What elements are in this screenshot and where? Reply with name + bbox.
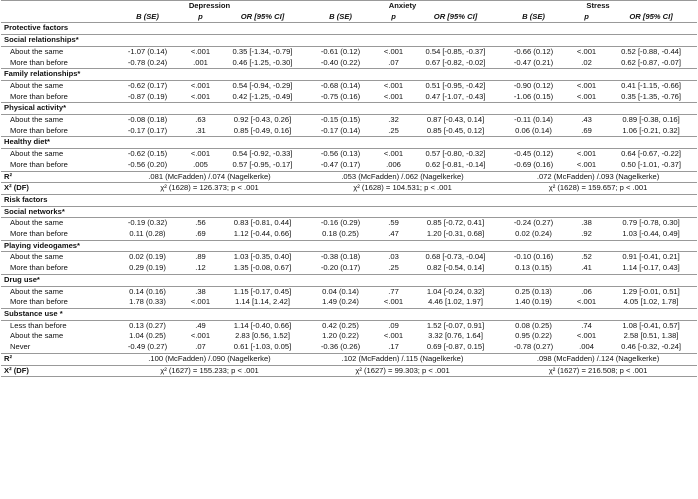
block-title-row (1, 35, 697, 47)
cell-value: .59 (388, 218, 399, 228)
column-header: p (198, 11, 203, 21)
cell-value: <.001 (190, 91, 211, 101)
row-label: About the same (10, 286, 64, 296)
row-label: About the same (10, 115, 64, 125)
r2-label: R² (4, 353, 13, 363)
row-label: More than before (10, 263, 68, 273)
cell-value: -0.40 (0.22) (320, 57, 361, 67)
header-groups-row (1, 1, 697, 12)
cell-value: .41 (581, 263, 592, 273)
cell-value: .38 (195, 286, 206, 296)
cell-value: -0.68 (0.14) (320, 80, 361, 90)
cell-value: -0.56 (0.20) (127, 159, 168, 169)
row-label: About the same (10, 218, 64, 228)
row-label: Less than before (10, 320, 67, 330)
table-row (1, 46, 697, 57)
cell-value: 1.03 [-0.44, 0.49] (622, 229, 680, 239)
cell-value: -0.24 (0.27) (513, 218, 554, 228)
cell-value: 1.14 [1.14, 2.42] (235, 297, 290, 307)
cell-value: 0.79 [-0.78, 0.30] (622, 218, 680, 228)
chi-value: χ² (1627) = 155.233; p < .001 (160, 365, 259, 375)
cell-value: <.001 (190, 46, 211, 56)
cell-value: -0.45 (0.12) (513, 149, 554, 159)
results-table (1, 0, 697, 377)
cell-value: 1.35 [-0.08, 0.67] (233, 263, 292, 273)
cell-value: .32 (388, 115, 399, 125)
cell-value: -0.47 (0.17) (320, 159, 361, 169)
block-title: Substance use * (4, 308, 63, 318)
table-body (1, 1, 697, 377)
row-label: More than before (10, 229, 68, 239)
cell-value: -1.06 (0.15) (513, 91, 554, 101)
cell-value: .74 (581, 320, 592, 330)
cell-value: 1.20 (0.22) (322, 331, 359, 341)
section-row (1, 194, 697, 206)
cell-value: 1.08 [-0.41, 0.57] (622, 320, 680, 330)
r2-row (1, 171, 697, 183)
column-header: p (584, 11, 589, 21)
cell-value: -0.62 (0.15) (127, 149, 168, 159)
cell-value: 2.58 [0.51, 1.38] (623, 331, 679, 341)
cell-value: -0.62 (0.17) (127, 80, 168, 90)
cell-value: 0.85 [-0.72, 0.41] (426, 218, 485, 228)
row-label: More than before (10, 297, 68, 307)
table-row (1, 115, 697, 126)
cell-value: 0.51 [-0.95, -0.42] (425, 80, 486, 90)
r2-value: .081 (McFadden) /.074 (Nagelkerke) (148, 171, 271, 181)
section-title: Protective factors (4, 23, 69, 33)
cell-value: <.001 (576, 91, 597, 101)
cell-value: <.001 (190, 297, 211, 307)
cell-value: 0.50 [-1.01, -0.37] (621, 159, 682, 169)
block-title-row (1, 206, 697, 218)
r2-row (1, 353, 697, 365)
cell-value: .02 (581, 57, 592, 67)
row-label: About the same (10, 80, 64, 90)
cell-value: .49 (195, 320, 206, 330)
header-sub-row (1, 12, 697, 23)
column-header: B (SE) (329, 11, 352, 21)
cell-value: 0.85 [-0.49, 0.16] (233, 125, 292, 135)
cell-value: .56 (195, 218, 206, 228)
r2-value: .053 (McFadden) /.062 (Nagelkerke) (341, 171, 464, 181)
cell-value: 0.02 (0.19) (129, 252, 166, 262)
cell-value: .47 (388, 229, 399, 239)
cell-value: .92 (581, 229, 592, 239)
cell-value: 1.04 [-0.24, 0.32] (426, 286, 485, 296)
cell-value: <.001 (383, 91, 404, 101)
cell-value: <.001 (383, 149, 404, 159)
cell-value: 1.49 (0.24) (322, 297, 359, 307)
column-header: OR [95% CI] (629, 11, 673, 21)
cell-value: .25 (388, 263, 399, 273)
cell-value: 0.13 (0.15) (515, 263, 552, 273)
cell-value: .006 (386, 159, 401, 169)
block-title-row (1, 69, 697, 81)
cell-value: -0.38 (0.18) (320, 252, 361, 262)
cell-value: -0.15 (0.15) (320, 115, 361, 125)
row-label: More than before (10, 159, 68, 169)
cell-value: .52 (581, 252, 592, 262)
block-title: Social networks* (4, 206, 65, 216)
cell-value: .38 (581, 218, 592, 228)
cell-value: 1.06 [-0.21, 0.32] (622, 125, 680, 135)
cell-value: .69 (581, 125, 592, 135)
column-header: p (391, 11, 396, 21)
table-row (1, 286, 697, 297)
block-title: Healthy diet* (4, 137, 50, 147)
chi-value: χ² (1628) = 126.373; p < .001 (160, 183, 259, 193)
cell-value: -0.19 (0.32) (127, 218, 168, 228)
cell-value: 0.46 [-1.25, -0.30] (232, 57, 293, 67)
chi-row (1, 183, 697, 195)
cell-value: .005 (193, 159, 208, 169)
cell-value: 4.05 [1.02, 1.78] (623, 297, 679, 307)
cell-value: .77 (388, 286, 399, 296)
chi-value: χ² (1627) = 216.508; p < .001 (548, 365, 648, 375)
chi-value: χ² (1628) = 104.531; p < .001 (353, 183, 452, 193)
r2-value: .102 (McFadden) /.115 (Nagelkerke) (341, 353, 464, 363)
cell-value: -1.07 (0.14) (127, 46, 168, 56)
block-title-row (1, 274, 697, 286)
cell-value: <.001 (190, 149, 211, 159)
cell-value: 0.14 (0.16) (129, 286, 166, 296)
block-title: Social relationships* (4, 35, 79, 45)
cell-value: .25 (388, 125, 399, 135)
cell-value: .69 (195, 229, 206, 239)
cell-value: 1.29 [-0.01, 0.51] (622, 286, 680, 296)
cell-value: -0.75 (0.16) (320, 91, 361, 101)
cell-value: 0.52 [-0.88, -0.44] (621, 46, 682, 56)
column-header: B (SE) (136, 11, 159, 21)
cell-value: 0.04 (0.14) (322, 286, 359, 296)
cell-value: 0.85 [-0.45, 0.12] (426, 125, 485, 135)
cell-value: 1.20 [-0.31, 0.68] (426, 229, 485, 239)
cell-value: 1.03 [-0.35, 0.40] (233, 252, 292, 262)
section-title: Risk factors (4, 194, 48, 204)
row-label: More than before (10, 91, 68, 101)
cell-value: -0.56 (0.13) (320, 149, 361, 159)
cell-value: 1.12 [-0.44, 0.66] (233, 229, 292, 239)
chi-value: χ² (1627) = 99.303; p < .001 (355, 365, 450, 375)
cell-value: 0.68 [-0.73, -0.04] (425, 252, 486, 262)
column-header: OR [95% CI] (240, 11, 285, 21)
cell-value: .004 (579, 342, 594, 352)
cell-value: -0.69 (0.16) (513, 159, 554, 169)
cell-value: 1.40 (0.19) (515, 297, 552, 307)
cell-value: <.001 (576, 80, 597, 90)
cell-value: 0.62 [-0.81, -0.14] (425, 159, 486, 169)
cell-value: -0.49 (0.27) (127, 342, 168, 352)
table-row (1, 342, 697, 353)
r2-value: .100 (McFadden) /.090 (Nagelkerke) (148, 353, 271, 363)
cell-value: -0.61 (0.12) (320, 46, 361, 56)
cell-value: 0.82 [-0.54, 0.14] (426, 263, 485, 273)
cell-value: 0.18 (0.25) (322, 229, 359, 239)
block-title-row (1, 240, 697, 252)
block-title-row (1, 137, 697, 149)
cell-value: 0.67 [-0.82, -0.02] (425, 57, 486, 67)
cell-value: <.001 (383, 80, 404, 90)
r2-label: R² (4, 171, 13, 181)
chi-label: X² (DF) (4, 365, 29, 375)
corner-cell (1, 1, 113, 12)
cell-value: 0.95 (0.22) (515, 331, 552, 341)
row-label: About the same (10, 46, 64, 56)
cell-value: -0.90 (0.12) (513, 80, 554, 90)
table-row (1, 297, 697, 308)
cell-value: 0.47 [-1.07, -0.43] (425, 91, 486, 101)
cell-value: <.001 (576, 46, 597, 56)
table-row (1, 218, 697, 229)
cell-value: .89 (195, 252, 206, 262)
cell-value: 1.15 [-0.17, 0.45] (233, 286, 292, 296)
cell-value: 0.57 [-0.80, -0.32] (425, 149, 486, 159)
cell-value: .07 (388, 57, 399, 67)
cell-value: 0.06 (0.14) (515, 125, 552, 135)
cell-value: <.001 (383, 46, 404, 56)
cell-value: 1.52 [-0.07, 0.91] (426, 320, 485, 330)
cell-value: <.001 (576, 159, 597, 169)
cell-value: 0.91 [-0.41, 0.21] (622, 252, 680, 262)
cell-value: -0.78 (0.24) (127, 57, 168, 67)
cell-value: 1.14 [-0.40, 0.66] (233, 320, 292, 330)
cell-value: <.001 (576, 149, 597, 159)
cell-value: .07 (195, 342, 206, 352)
cell-value: 0.54 [-0.85, -0.37] (425, 46, 486, 56)
group-header: Stress (586, 1, 610, 10)
table-row (1, 58, 697, 69)
cell-value: 1.04 (0.25) (129, 331, 166, 341)
cell-value: .12 (195, 263, 206, 273)
block-title-row (1, 103, 697, 115)
table-row (1, 252, 697, 263)
block-title: Drug use* (4, 274, 40, 284)
table-row (1, 149, 697, 160)
table-row (1, 160, 697, 171)
row-label: About the same (10, 149, 64, 159)
cell-value: -0.87 (0.19) (127, 91, 168, 101)
cell-value: -0.11 (0.14) (514, 115, 553, 125)
cell-value: 0.89 [-0.38, 0.16] (622, 115, 680, 125)
r2-value: .098 (McFadden) /.124 (Nagelkerke) (536, 353, 660, 363)
cell-value: <.001 (190, 80, 211, 90)
cell-value: 0.13 (0.27) (129, 320, 166, 330)
cell-value: <.001 (576, 297, 597, 307)
cell-value: 0.25 (0.13) (515, 286, 552, 296)
cell-value: 1.14 [-0.17, 0.43] (622, 263, 680, 273)
cell-value: 0.64 [-0.67, -0.22] (621, 149, 682, 159)
cell-value: 0.83 [-0.81, 0.44] (233, 218, 292, 228)
chi-label: X² (DF) (4, 183, 29, 193)
cell-value: 1.78 (0.33) (129, 297, 166, 307)
cell-value: 0.41 [-1.15, -0.66] (621, 80, 682, 90)
cell-value: 0.35 [-1.34, -0.79] (232, 46, 293, 56)
cell-value: 0.42 [-1.25, -0.49] (232, 91, 293, 101)
cell-value: 0.02 (0.24) (515, 229, 552, 239)
r2-value: .072 (McFadden) /.093 (Nagelkerke) (536, 171, 660, 181)
cell-value: -0.20 (0.17) (320, 263, 361, 273)
cell-value: -0.17 (0.14) (320, 125, 361, 135)
cell-value: .63 (195, 115, 206, 125)
cell-value: 0.11 (0.28) (129, 229, 166, 239)
cell-value: -0.08 (0.18) (127, 115, 168, 125)
block-title: Family relationships* (4, 69, 81, 79)
cell-value: 0.29 (0.19) (129, 263, 166, 273)
cell-value: 0.35 [-1.35, -0.76] (621, 91, 682, 101)
row-label: Never (10, 342, 31, 352)
column-header: OR [95% CI] (433, 11, 478, 21)
cell-value: -0.47 (0.21) (513, 57, 554, 67)
row-label: More than before (10, 57, 68, 67)
cell-value: 0.62 [-0.87, -0.07] (621, 57, 682, 67)
cell-value: -0.17 (0.17) (127, 125, 168, 135)
chi-row (1, 365, 697, 377)
cell-value: 4.46 [1.02, 1.97] (428, 297, 483, 307)
table-row (1, 229, 697, 240)
cell-value: 0.57 [-0.95, -0.17] (232, 159, 293, 169)
group-header: Anxiety (388, 1, 417, 10)
cell-value: <.001 (383, 331, 404, 341)
table-row (1, 92, 697, 103)
cell-value: 0.54 [-0.92, -0.33] (232, 149, 293, 159)
cell-value: -0.36 (0.26) (320, 342, 361, 352)
cell-value: .17 (388, 342, 399, 352)
cell-value: 0.54 [-0.94, -0.29] (232, 80, 293, 90)
cell-value: .03 (388, 252, 399, 262)
table-row (1, 263, 697, 274)
row-label: About the same (10, 252, 64, 262)
cell-value: 0.46 [-0.32, -0.24] (621, 342, 682, 352)
block-title-row (1, 308, 697, 320)
table-row (1, 80, 697, 91)
cell-value: 0.42 (0.25) (322, 320, 359, 330)
cell-value: 0.69 [-0.87, 0.15] (426, 342, 485, 352)
block-title: Physical activity* (4, 103, 67, 113)
cell-value: 2.83 [0.56, 1.52] (235, 331, 290, 341)
cell-value: .31 (195, 125, 206, 135)
cell-value: .09 (388, 320, 399, 330)
section-row (1, 23, 697, 35)
cell-value: 0.61 [-1.03, 0.05] (233, 342, 292, 352)
block-title: Playing videogames* (4, 240, 80, 250)
cell-value: 3.32 [0.76, 1.64] (428, 331, 483, 341)
column-header: B (SE) (522, 11, 545, 21)
cell-value: 0.92 [-0.43, 0.26] (233, 115, 292, 125)
cell-value: -0.66 (0.12) (513, 46, 554, 56)
cell-value: 0.87 [-0.43, 0.14] (426, 115, 485, 125)
cell-value: <.001 (190, 331, 211, 341)
cell-value: -0.16 (0.29) (320, 218, 361, 228)
group-header: Depression (188, 1, 231, 10)
table-row (1, 331, 697, 342)
table-row (1, 320, 697, 331)
row-label: More than before (10, 125, 68, 135)
cell-value: .06 (581, 286, 592, 296)
row-label: About the same (10, 331, 64, 341)
cell-value: -0.78 (0.27) (513, 342, 554, 352)
cell-value: -0.10 (0.16) (513, 252, 554, 262)
corner-cell (1, 12, 113, 23)
cell-value: .001 (193, 57, 208, 67)
cell-value: <.001 (576, 331, 597, 341)
chi-value: χ² (1628) = 159.657; p < .001 (548, 183, 648, 193)
cell-value: 0.08 (0.25) (515, 320, 552, 330)
cell-value: <.001 (383, 297, 404, 307)
cell-value: .43 (581, 115, 592, 125)
table-row (1, 126, 697, 137)
